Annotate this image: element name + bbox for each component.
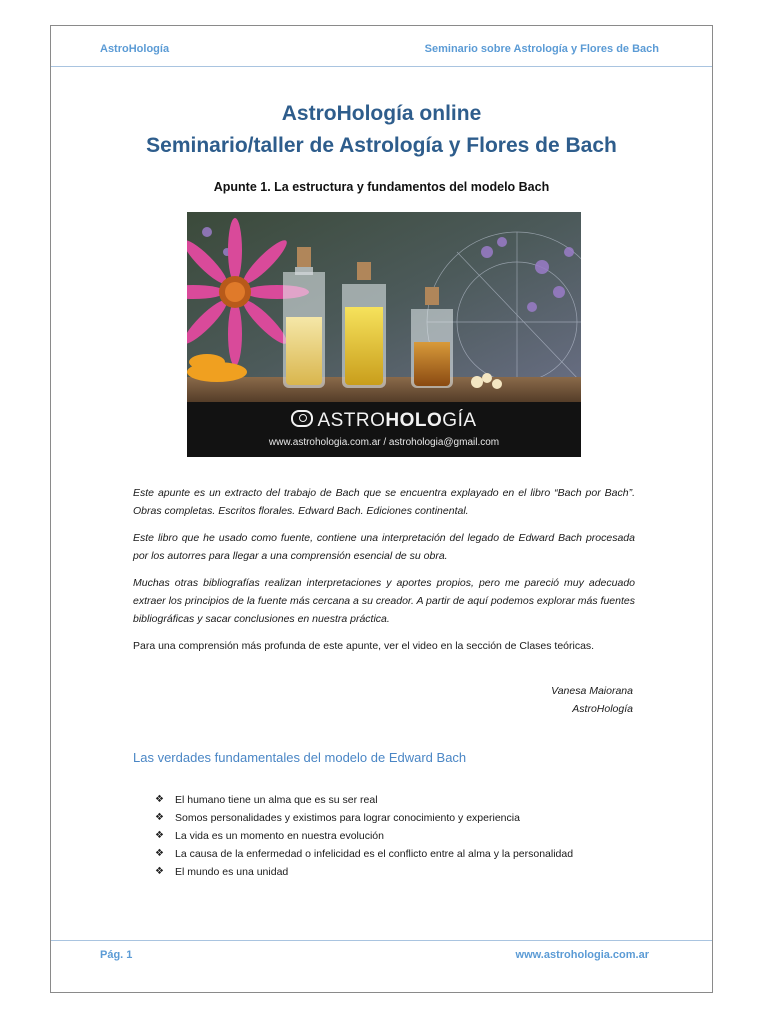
page-footer bbox=[51, 940, 712, 995]
document-subtitle: Apunte 1. La estructura y fundamentos del modelo Bach bbox=[213, 180, 550, 194]
header-left: AstroHología bbox=[100, 43, 170, 55]
signature bbox=[551, 682, 633, 718]
section-title: Las verdades fundamentales del modelo de Edward Bach bbox=[133, 750, 467, 765]
paragraph-2: Este libro que he usado como fuente, contiene una interpretación del legado de Edward Bach procesada por los autorres para llegar a una comprensión esencial de su obra. bbox=[133, 532, 635, 562]
signature-name: Vanesa Maiorana bbox=[551, 685, 633, 697]
list-item: ❖ Somos personalidades y existimos para lograr conocimiento y experiencia bbox=[155, 809, 573, 827]
diamond-bullet-icon: ❖ bbox=[155, 848, 164, 859]
signature-org: AstroHología bbox=[572, 703, 633, 715]
infinity-eye-icon bbox=[291, 410, 313, 427]
page-header bbox=[51, 26, 712, 67]
list-item: ❖ La vida es un momento en nuestra evolución bbox=[155, 827, 573, 845]
diamond-bullet-icon: ❖ bbox=[155, 812, 164, 823]
paragraph-3: Muchas otras bibliografías realizan interpretaciones y aportes propios, pero me pareció muy adecuado extraer los principios de la fuente más cercana a su creador. A partir de aquí podemos explorar más fuentes bibliográficas y sacar conclusiones en nuestra práctica. bbox=[133, 577, 635, 625]
document-page bbox=[50, 25, 713, 993]
document-title-line1: AstroHología online bbox=[281, 102, 482, 125]
diamond-bullet-icon: ❖ bbox=[155, 866, 164, 877]
header-right: Seminario sobre Astrología y Flores de Bach bbox=[424, 43, 659, 55]
list-item: ❖ El humano tiene un alma que es su ser real bbox=[155, 791, 573, 809]
hero-contact: www.astrohologia.com.ar / astrohologia@gmail.com bbox=[268, 437, 500, 448]
astrohologia-logo: ASTROHOLOGÍA bbox=[187, 409, 581, 432]
footer-website: www.astrohologia.com.ar bbox=[515, 949, 649, 961]
truths-list bbox=[155, 791, 573, 881]
diamond-bullet-icon: ❖ bbox=[155, 794, 164, 805]
paragraph-4: Para una comprensión más profunda de este apunte, ver el video en la sección de Clases teóricas. bbox=[133, 640, 595, 652]
list-item: ❖ La causa de la enfermedad o infelicidad es el conflicto entre al alma y la personalidad bbox=[155, 845, 573, 863]
page-number: Pág. 1 bbox=[100, 949, 133, 961]
diamond-bullet-icon: ❖ bbox=[155, 830, 164, 841]
hero-image bbox=[187, 212, 581, 457]
list-item: ❖ El mundo es una unidad bbox=[155, 863, 573, 881]
paragraph-1: Este apunte es un extracto del trabajo de Bach que se encuentra explayado en el libro “Bach por Bach”. Obras completas. Escritos florales. Edward Bach. Ediciones continental. bbox=[133, 487, 635, 517]
document-title-line2: Seminario/taller de Astrología y Flores de Bach bbox=[146, 134, 617, 157]
